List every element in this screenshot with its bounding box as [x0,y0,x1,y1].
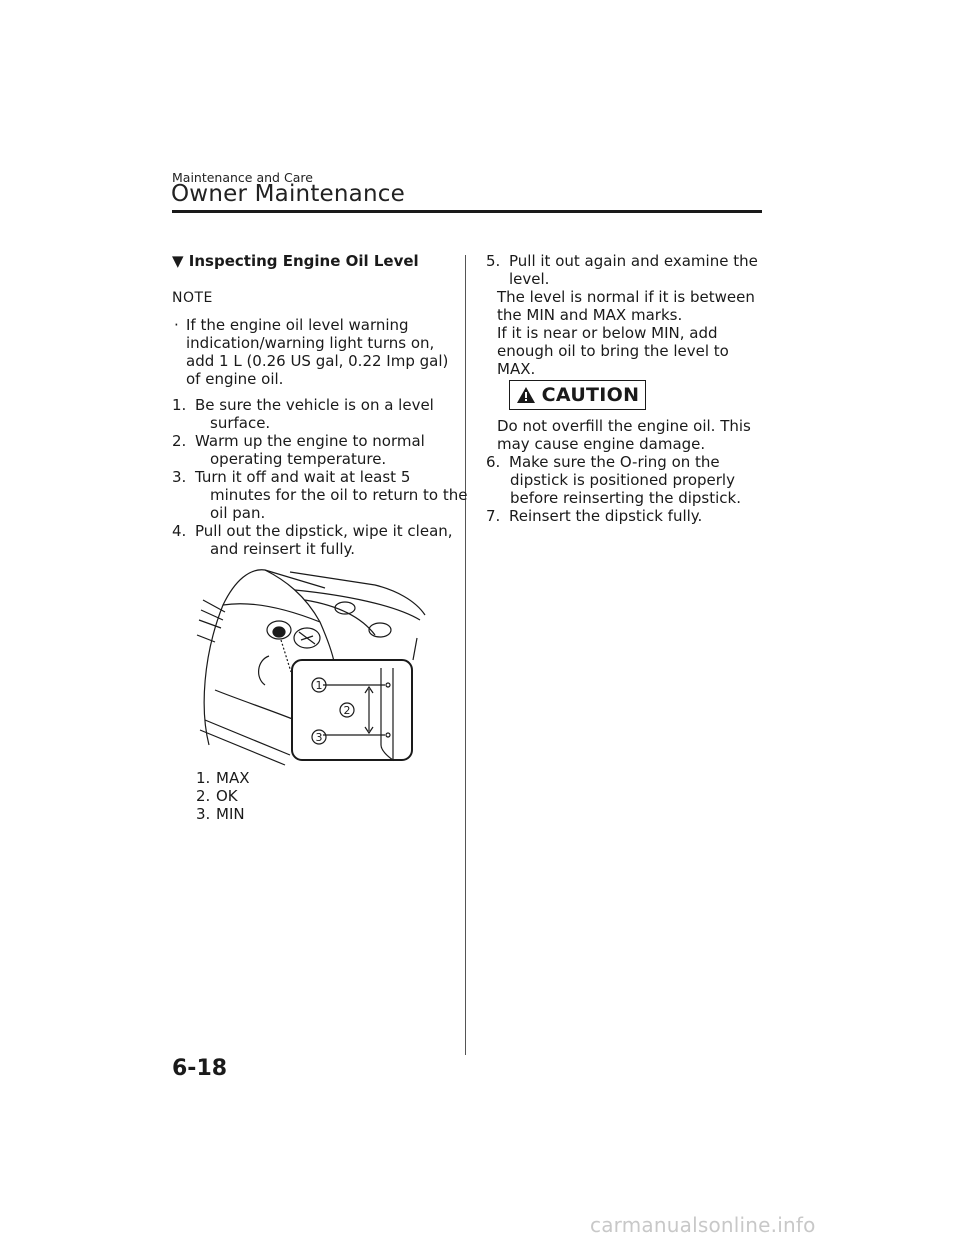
step-line: Be sure the vehicle is on a level [195,396,434,414]
step-number: 7. [486,507,501,525]
caution-line: Do not overfill the engine oil. This [497,417,751,435]
note-label: NOTE [172,290,213,306]
caution-label [509,380,646,410]
page-title: Owner Maintenance [171,181,405,207]
legend-number: 1. [196,769,211,787]
step-line: and reinsert it fully. [210,540,356,558]
legend-number: 3. [196,805,211,823]
step-line: surface. [210,414,271,432]
callout-1: 1 [315,679,323,692]
legend-label: OK [216,787,238,805]
section-heading-text: Inspecting Engine Oil Level [188,252,419,270]
step-line: Warm up the engine to normal [195,432,425,450]
watermark: carmanualsonline.info [590,1213,816,1237]
callout-3: 3 [315,731,323,744]
step-line: Turn it off and wait at least 5 [195,468,411,486]
note-line: of engine oil. [186,370,284,388]
step-line: enough oil to bring the level to [497,342,729,360]
legend-label: MIN [216,805,245,823]
step-number: 5. [486,252,501,270]
step-line: Make sure the O-ring on the [509,453,720,471]
note-line: indication/warning light turns on, [186,334,435,352]
legend-label: MAX [216,769,250,787]
page-number: 6-18 [172,1056,228,1081]
step-number: 4. [172,522,187,540]
triangle-marker-icon: ▼ [172,252,184,270]
note-line: add 1 L (0.26 US gal, 0.22 Imp gal) [186,352,449,370]
header-rule [172,210,762,213]
legend-number: 2. [196,787,211,805]
step-line: Pull out the dipstick, wipe it clean, [195,522,453,540]
section-label: Maintenance and Care [172,170,313,185]
warning-triangle-icon [516,386,536,404]
step-line: Reinsert the dipstick fully. [509,507,703,525]
caution-text: CAUTION [541,384,640,406]
step-number: 1. [172,396,187,414]
step-line: minutes for the oil to return to the [210,486,468,504]
step-line: level. [509,270,550,288]
callout-2: 2 [343,704,351,717]
dipstick-illustration [195,560,430,770]
step-number: 6. [486,453,501,471]
step-line: before reinserting the dipstick. [510,489,741,507]
step-number: 2. [172,432,187,450]
caution-line: may cause engine damage. [497,435,706,453]
note-bullet-icon: · [174,316,179,334]
section-heading [172,252,419,270]
step-line: the MIN and MAX marks. [497,306,683,324]
step-line: The level is normal if it is between [497,288,755,306]
column-divider [465,255,466,1055]
step-line: If it is near or below MIN, add [497,324,718,342]
step-line: oil pan. [210,504,266,522]
step-line: Pull it out again and examine the [509,252,758,270]
step-line: MAX. [497,360,536,378]
note-line: If the engine oil level warning [186,316,409,334]
step-line: dipstick is positioned properly [510,471,735,489]
step-line: operating temperature. [210,450,387,468]
step-number: 3. [172,468,187,486]
